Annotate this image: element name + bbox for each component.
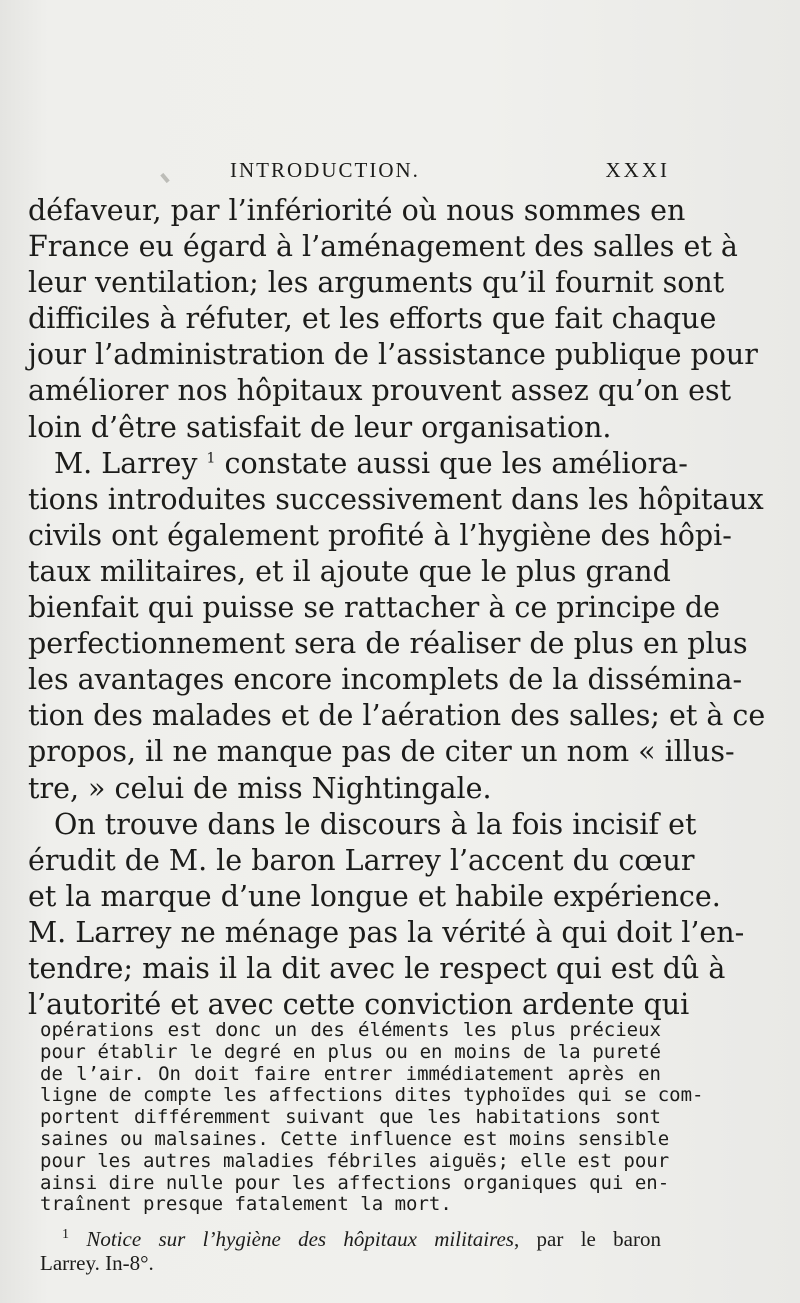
text-line: France eu égard à l’aménagement des salles et à (28, 230, 738, 264)
footnote-line: traînent presque fatalement la mort. (40, 1193, 452, 1216)
footnote-line: de l’air. On doit faire entrer immédiatement après en (40, 1062, 661, 1085)
footnote-reference: 1 (206, 450, 216, 467)
text-line: tions introduites successivement dans les hôpitaux (28, 482, 764, 516)
text-line: tion des malades et de l’aération des salles; et à ce (28, 699, 766, 733)
text-line: jour l’administration de l’assistance publique pour (28, 338, 758, 372)
page-number: XXXI (605, 158, 670, 182)
text-line: tre, » celui de miss Nightingale. (28, 771, 492, 805)
footnote-rest: , par le baron (513, 1227, 661, 1251)
footnote-1-line (40, 1227, 661, 1251)
footnote-line: opérations est donc un des éléments les plus précieux (40, 1019, 661, 1041)
text-line: loin d’être satisfait de leur organisation. (28, 410, 612, 444)
paragraph-start-line (28, 446, 688, 482)
text-line: et la marque d’une longue et habile expérience. (28, 879, 721, 913)
text-line: difficiles à réfuter, et les efforts que fait chaque (28, 302, 717, 336)
text-line: améliorer nos hôpitaux prouvent assez qu’on est (28, 374, 732, 408)
text-line: bienfait qui puisse se rattacher à ce principe de (28, 591, 720, 625)
footnote-line: ligne de compte les affections dites typhoïdes qui se com- (40, 1084, 704, 1107)
text-line: défaveur, par l’infériorité où nous sommes en (28, 194, 686, 227)
footnote-1 (40, 1227, 661, 1275)
text-line: propos, il ne manque pas de citer un nom « illus- (28, 735, 735, 769)
footnote-continued (40, 1019, 704, 1216)
footnote-line: pour établir le degré en plus ou en moins de la pureté (40, 1040, 661, 1063)
running-head (230, 158, 670, 184)
footnote-line: saines ou malsaines. Cette influence est moins sensible (40, 1127, 670, 1150)
text-line: civils ont également profité à l’hygiène des hôpi- (28, 518, 732, 552)
author-name: M. Larrey (54, 446, 198, 480)
text-line: taux militaires, et il ajoute que le plus grand (28, 554, 671, 588)
ink-smudge (160, 173, 169, 183)
text-line: les avantages encore incomplets de la dissémina- (28, 663, 743, 697)
text-line: leur ventilation; les arguments qu’il fournit sont (28, 266, 725, 300)
text-line: tendre; mais il la dit avec le respect qui est dû à (28, 951, 726, 985)
text-line: perfectionnement sera de réaliser de plus en plus (28, 627, 748, 661)
body-text (28, 193, 766, 1023)
paragraph-start-line: On trouve dans le discours à la fois incisif et (54, 807, 697, 841)
running-title: INTRODUCTION. (230, 158, 420, 182)
footnote-line: ainsi dire nulle pour les affections organiques qui en- (40, 1171, 670, 1194)
footnote-1-line-2: Larrey. In-8°. (40, 1251, 154, 1275)
footnote-line: portent différemment suivant que les habitations sont (40, 1106, 661, 1129)
text-line: l’autorité et avec cette conviction ardente qui (28, 988, 690, 1022)
footnote-title: Notice sur l’hygiène des hôpitaux militaires (86, 1227, 514, 1251)
text-line-rest: constate aussi que les améliora- (224, 446, 688, 480)
text-line: M. Larrey ne ménage pas la vérité à qui doit l’en- (28, 915, 745, 949)
text-line: érudit de M. le baron Larrey l’accent du cœur (28, 843, 695, 877)
footnote-line: pour les autres maladies fébriles aiguës; elle est pour (40, 1149, 670, 1172)
footnote-marker: 1 (62, 1227, 69, 1242)
